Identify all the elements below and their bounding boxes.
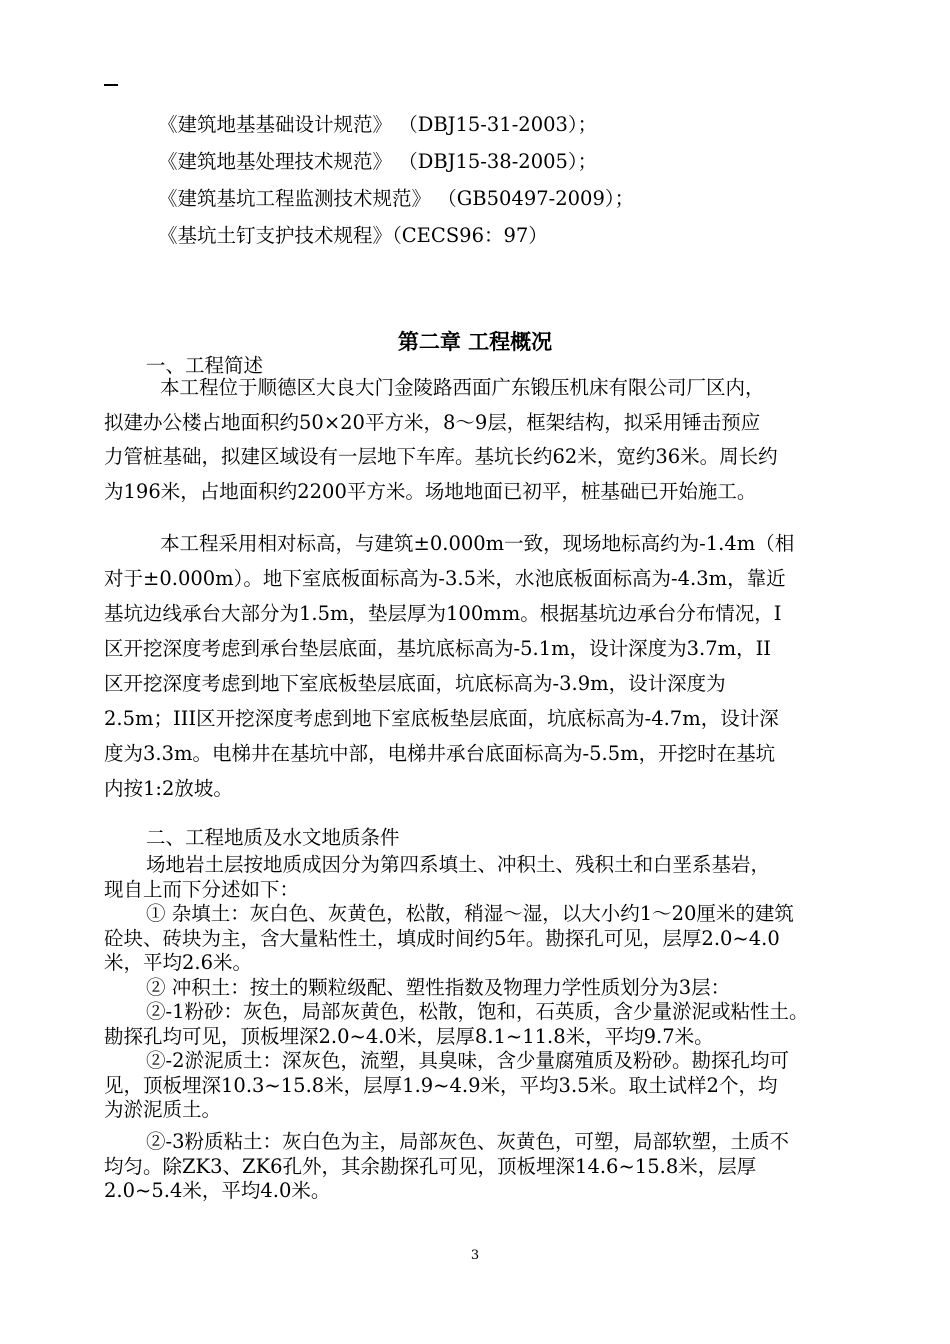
text-line: 本工程位于顺德区大良大门金陵路西面广东锻压机床有限公司厂区内， <box>160 376 765 399</box>
text-line: 内按1:2放坡。 <box>104 777 233 800</box>
text-line: 度为3.3m。电梯井在基坑中部，电梯井承台底面标高为-5.5m，开挖时在基坑 <box>104 742 776 765</box>
text-line: 拟建办公楼占地面积约50×20平方米，8～9层，框架结构，拟采用锤击预应 <box>104 410 761 434</box>
text-line: 勘探孔均可见，顶板埋深2.0~4.0米，层厚8.1~11.8米，平均9.7米。 <box>104 1024 714 1048</box>
text-line: 基坑边线承台大部分为1.5m，垫层厚为100mm。根据基坑边承台分布情况，I <box>104 602 782 625</box>
text-line: 2.0~5.4米，平均4.0米。 <box>104 1179 331 1202</box>
paragraph-silty-clay <box>104 1130 846 1204</box>
reference-list <box>158 106 634 254</box>
text-line: 对于±0.000m）。地下室底板面标高为-3.5米，水池底板面标高为-4.3m，靠近 <box>104 567 786 590</box>
text-line: 为196米，占地面积约2200平方米。场地地面已初平，桩基础已开始施工。 <box>104 479 757 503</box>
section-title: 二、工程地质及水文地质条件 <box>146 826 400 849</box>
text-line: 区开挖深度考虑到承台垫层底面，基坑底标高为-5.1m，设计深度为3.7m，II <box>104 637 771 660</box>
chapter-title: 第二章 工程概况 <box>397 330 553 354</box>
paragraph-elevation <box>104 526 846 806</box>
text-line: ②-1粉砂：灰色，局部灰黄色，松散，饱和，石英质，含少量淤泥或粘性土。 <box>146 1000 809 1023</box>
text-line: 均匀。除ZK3、ZK6孔外，其余勘探孔可见，顶板埋深14.6~15.8米，层厚 <box>104 1154 757 1178</box>
text-line: 米，平均2.6米。 <box>104 951 253 974</box>
text-line: 本工程采用相对标高，与建筑±0.000m一致，现场地标高约为-1.4m（相 <box>160 532 795 555</box>
text-line: 砼块、砖块为主，含大量粘性土，填成时间约5年。勘探孔可见，层厚2.0~4.0 <box>104 926 780 950</box>
text-line: ②-2淤泥质土：深灰色，流塑，具臭味，含少量腐殖质及粉砂。勘探孔均可 <box>146 1049 789 1072</box>
text-line: ① 杂填土：灰白色、灰黄色，松散，稍湿～湿，以大小约1～20厘米的建筑 <box>146 902 794 925</box>
text-line: 区开挖深度考虑到地下室底板垫层底面，坑底标高为-3.9m，设计深度为 <box>104 672 726 695</box>
text-line: 为淤泥质土。 <box>104 1098 222 1121</box>
reference-item: 《建筑地基基础设计规范》 （DBJ15-31-2003）； <box>158 113 598 136</box>
text-line: 见，顶板埋深10.3~15.8米，层厚1.9~4.9米，平均3.5米。取土试样2个，均 <box>104 1073 778 1097</box>
text-line: 现自上而下分述如下： <box>104 877 300 901</box>
text-line: ②-3粉质粘土：灰白色为主，局部灰色、灰黄色，可塑，局部软塑，土质不 <box>146 1130 789 1153</box>
section-title: 一、工程简述 <box>146 354 264 377</box>
reference-item: 《建筑基坑工程监测技术规范》 （GB50497-2009）； <box>158 187 635 210</box>
reference-item: 《基坑土钉支护技术规程》（CECS96：97） <box>158 224 548 247</box>
paragraph-geology <box>104 853 846 1123</box>
reference-item: 《建筑地基处理技术规范》 （DBJ15-38-2005）； <box>158 150 598 173</box>
paragraph-overview <box>104 371 846 509</box>
page-number: 3 <box>470 1248 480 1263</box>
top-dash <box>104 84 118 86</box>
text-line: 力管桩基础，拟建区域设有一层地下车库。基坑长约62米，宽约36米。周长约 <box>104 445 778 468</box>
text-line: ② 冲积土：按土的颗粒级配、塑性指数及物理力学性质划分为3层： <box>146 975 731 999</box>
text-line: 2.5m；III区开挖深度考虑到地下室底板垫层底面，坑底标高为-4.7m，设计深 <box>104 707 779 730</box>
text-line: 场地岩土层按地质成因分为第四系填土、冲积土、残积土和白垩系基岩， <box>146 853 771 876</box>
